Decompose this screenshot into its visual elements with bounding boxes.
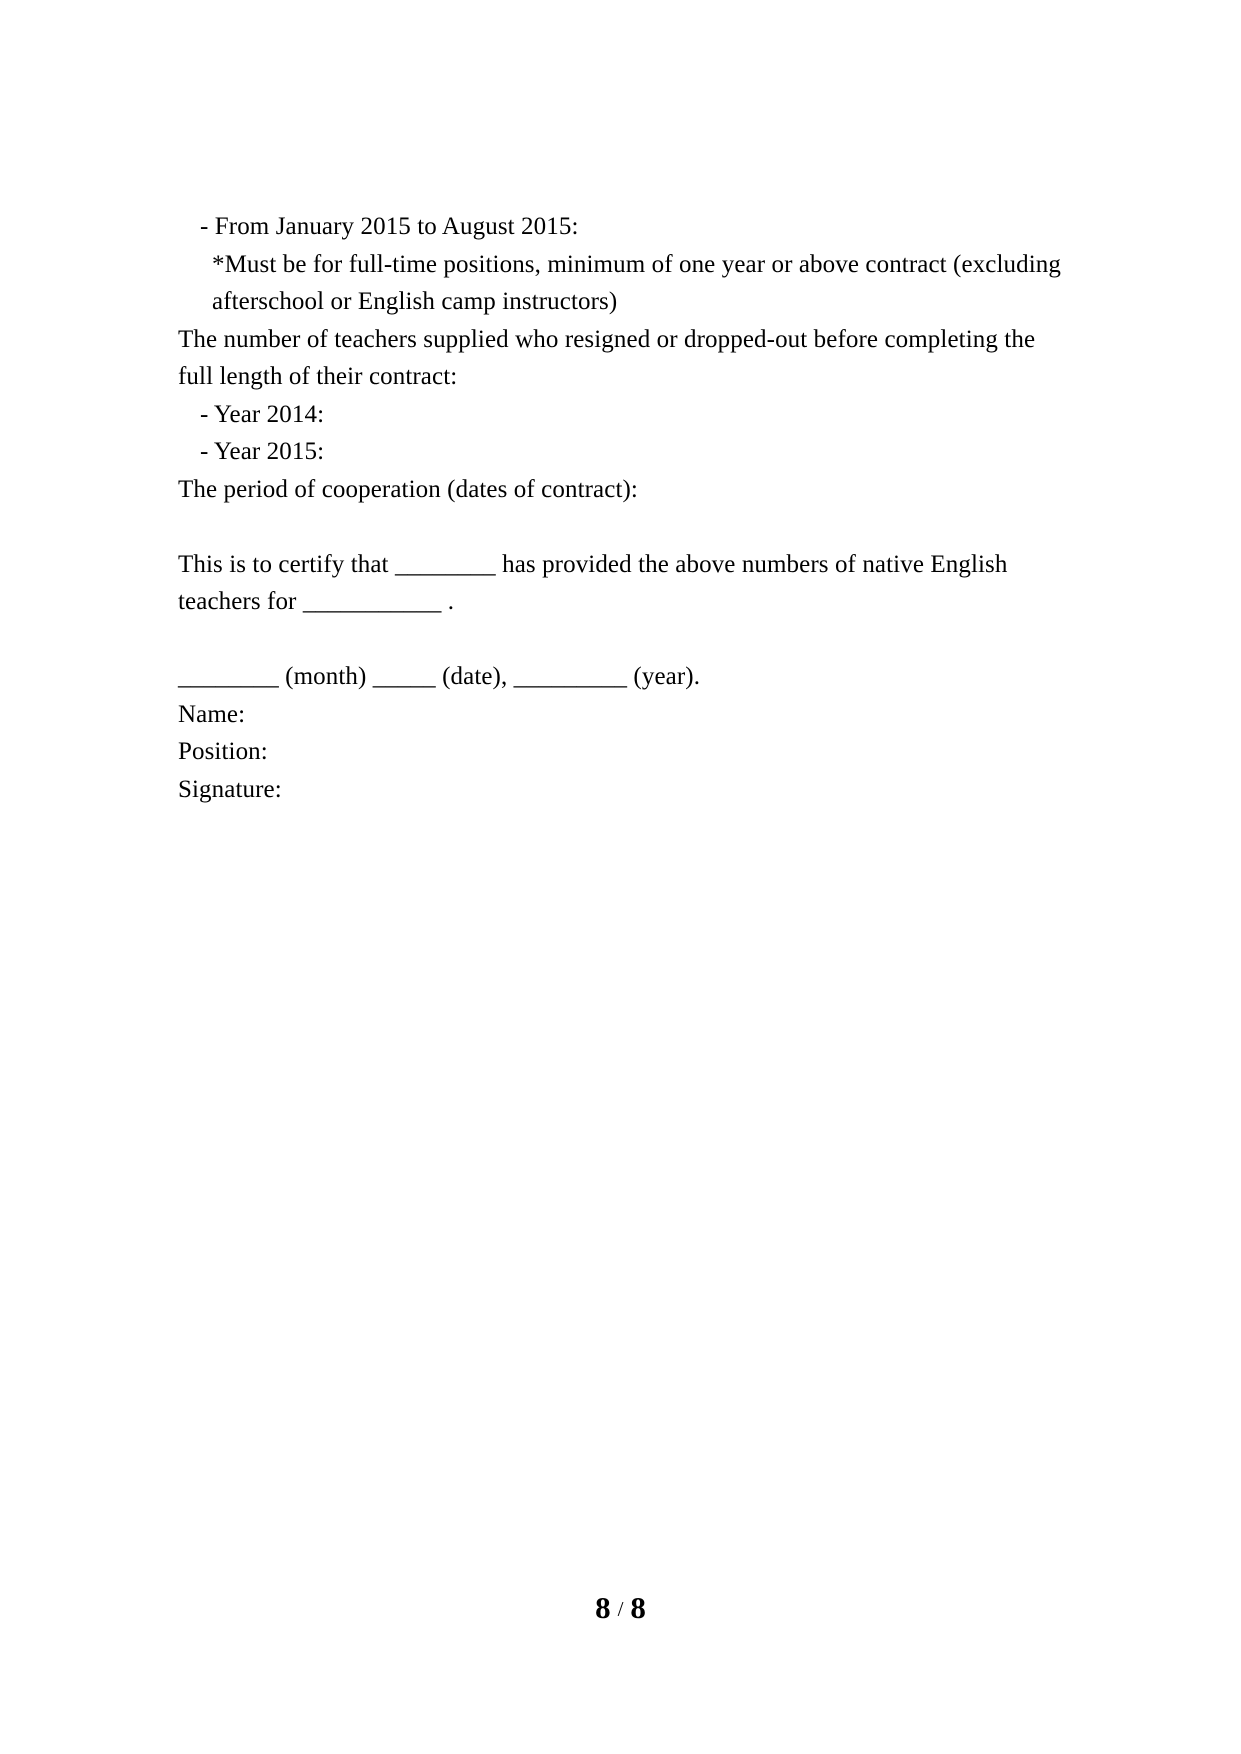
line-month-date-year-blanks: ________ (month) _____ (date), _________ (year).: [178, 663, 701, 690]
line-year-2015: - Year 2015:: [200, 438, 325, 465]
document-text-block: [178, 208, 1151, 808]
line-must-be-fulltime: *Must be for full-time positions, minimum of one year or above contract (excluding: [212, 250, 1061, 278]
line-teachers-for-blank: teachers for ___________ .: [178, 588, 455, 615]
line-full-length-contract: full length of their contract:: [178, 363, 458, 390]
line-signature-label: Signature:: [178, 775, 282, 803]
line-position-label: Position:: [178, 738, 268, 765]
total-page-number: 8: [630, 1590, 646, 1625]
line-name-label: Name:: [178, 700, 246, 728]
page-number-footer: [0, 1589, 1241, 1633]
blank-line: [178, 621, 1151, 659]
line-year-2014: - Year 2014:: [200, 400, 325, 428]
line-certify-statement: This is to certify that ________ has provided the above numbers of native English: [178, 550, 1008, 578]
line-period-of-cooperation: The period of cooperation (dates of contract):: [178, 475, 638, 503]
line-from-january-august: - From January 2015 to August 2015:: [200, 213, 579, 240]
blank-line: [178, 508, 1151, 546]
page-number-separator: /: [617, 1597, 624, 1621]
line-number-of-teachers: The number of teachers supplied who resigned or dropped-out before completing the: [178, 325, 1036, 353]
line-afterschool-instructors: afterschool or English camp instructors): [212, 288, 618, 315]
current-page-number: 8: [595, 1590, 611, 1625]
